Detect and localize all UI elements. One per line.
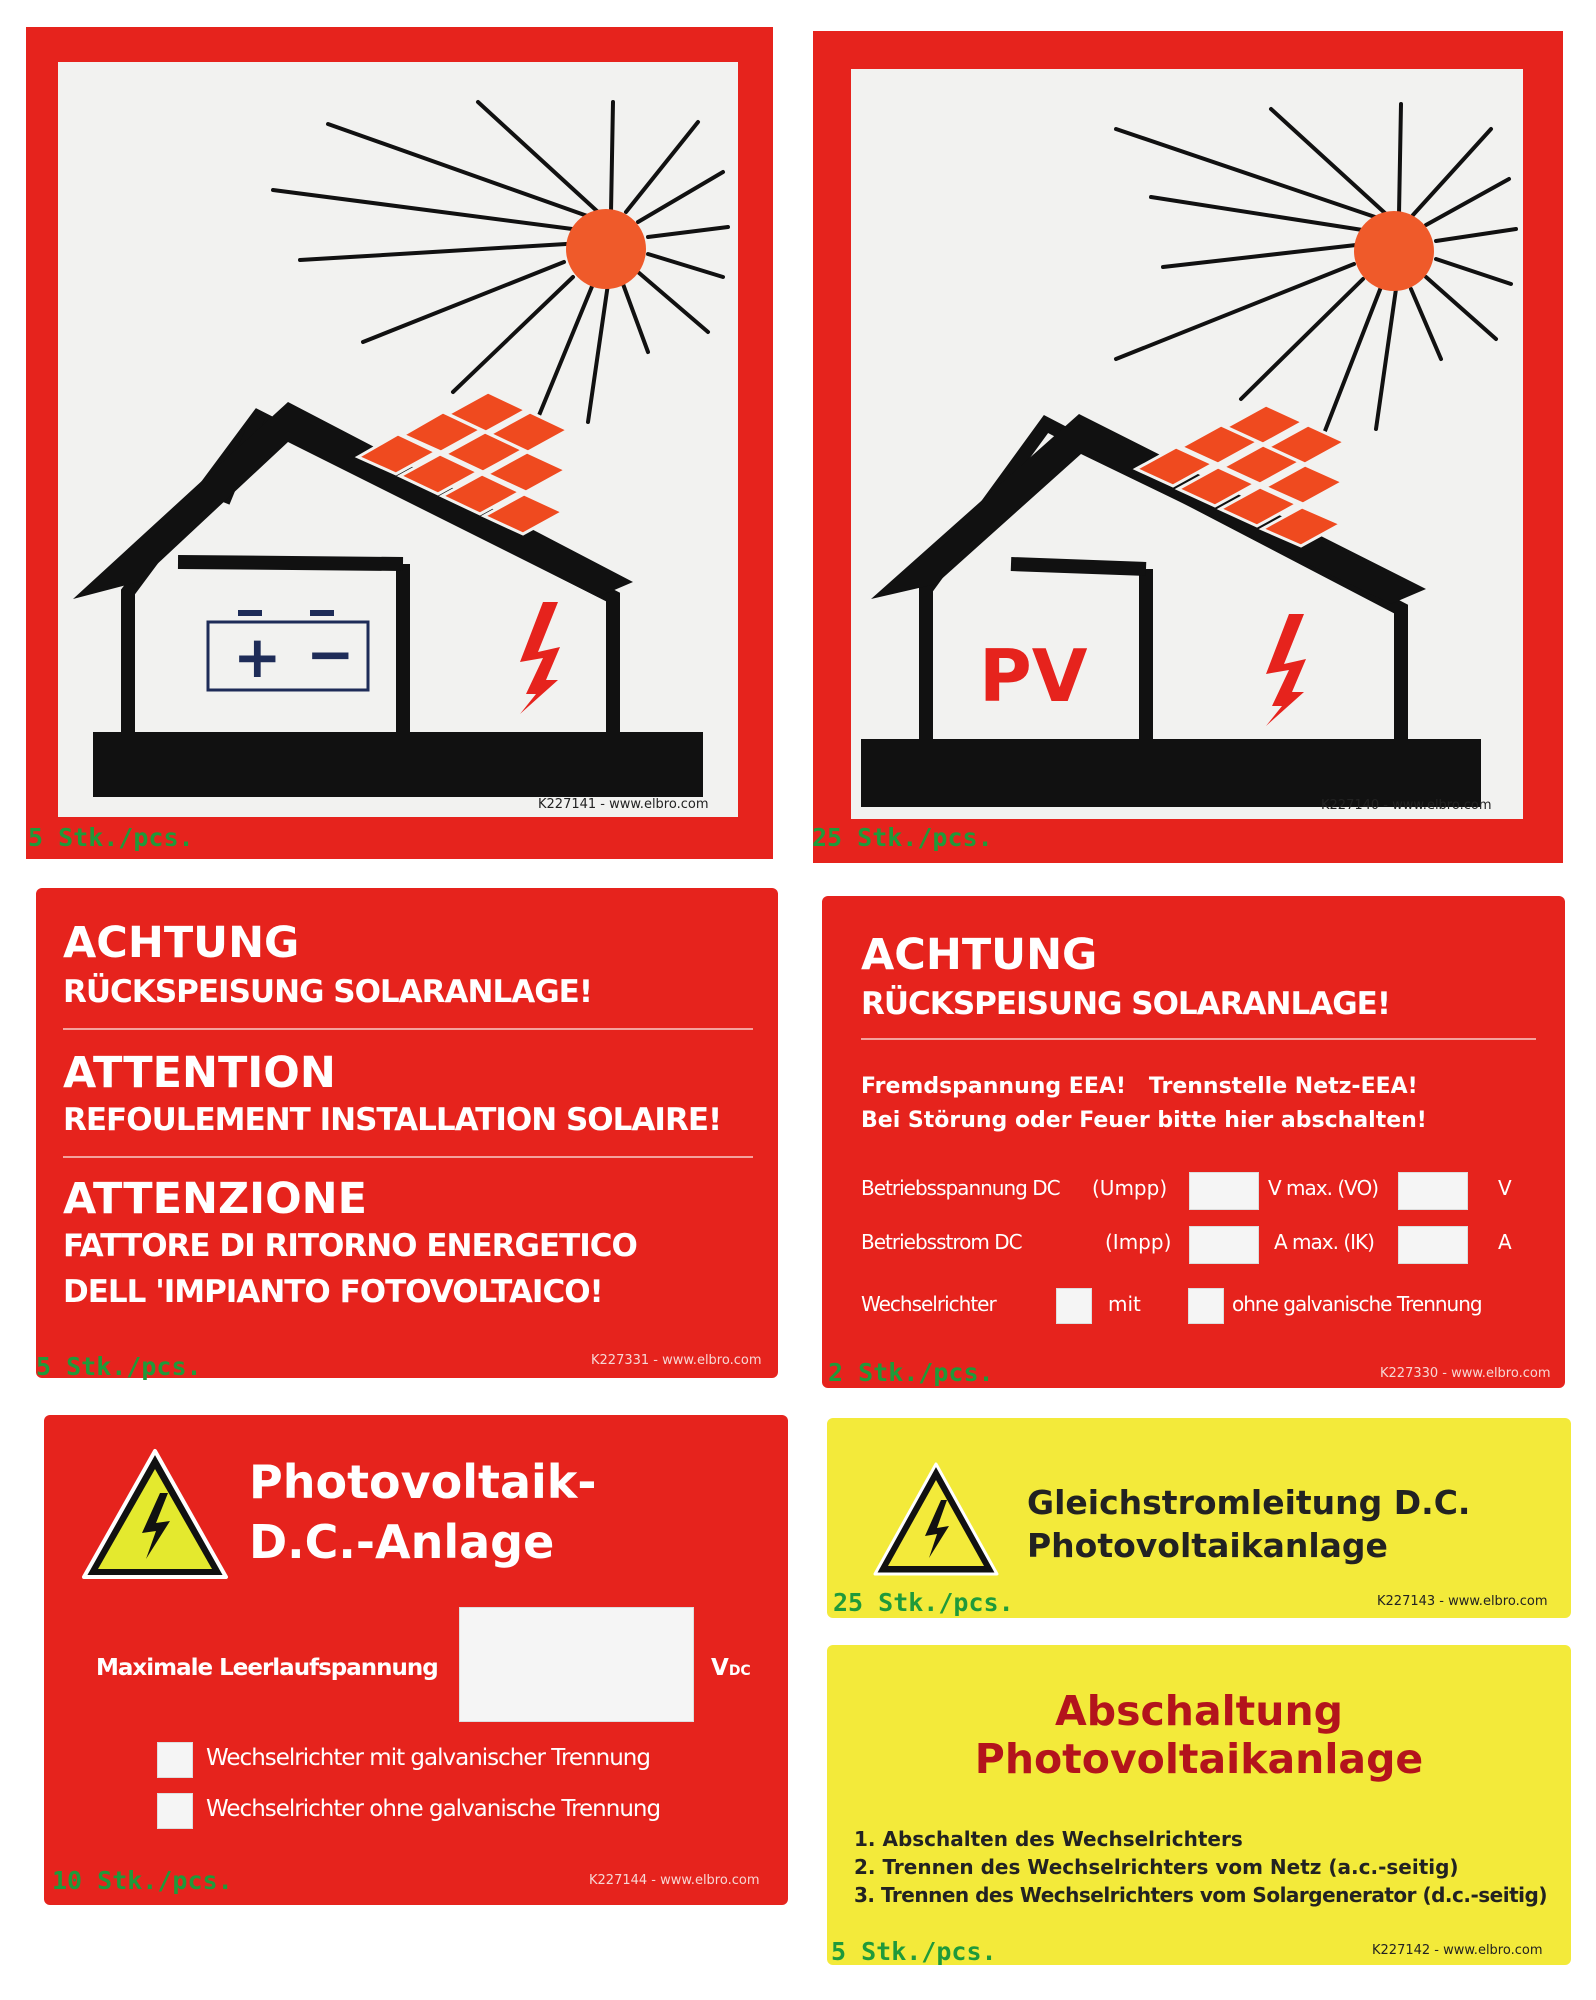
label-betriebsstrom: Betriebsstrom DC (861, 1230, 1022, 1254)
quantity-label: 25 Stk./pcs. (833, 1588, 1014, 1617)
battery-plus-sign: + (233, 623, 282, 691)
sticker-abschaltung (827, 1645, 1571, 1965)
quantity-label: 5 Stk./pcs. (36, 1352, 202, 1381)
checkbox-ohne[interactable] (1188, 1288, 1224, 1324)
quantity-label: 5 Stk./pcs. (831, 1937, 997, 1966)
subheading-impianto: DELL 'IMPIANTO FOTOVOLTAICO! (63, 1274, 603, 1310)
heading-attention: ATTENTION (63, 1048, 336, 1098)
product-code: K227140 - www.elbro.com (1321, 798, 1492, 813)
unit-v: V (711, 1655, 729, 1681)
title-dc-anlage: D.C.-Anlage (249, 1515, 555, 1569)
title-photovoltaik: Photovoltaik- (249, 1455, 597, 1509)
title-photovoltaikanlage: Photovoltaikanlage (1027, 1526, 1388, 1565)
heading-achtung: ACHTUNG (63, 918, 300, 968)
battery-minus-sign: − (306, 620, 355, 688)
warning-line-1: Fremdspannung EEA! Trennstelle Netz-EEA! (861, 1074, 1418, 1099)
product-code: K227142 - www.elbro.com (1372, 1943, 1543, 1958)
label-amax: A max. (IK) (1274, 1230, 1374, 1254)
quantity-label: 10 Stk./pcs. (52, 1866, 233, 1895)
title-gleichstromleitung: Gleichstromleitung D.C. (1027, 1483, 1471, 1522)
divider (63, 1028, 753, 1030)
label-vmax: V max. (VO) (1268, 1176, 1379, 1200)
label-wechselrichter: Wechselrichter (861, 1292, 996, 1316)
heading-achtung: ACHTUNG (861, 930, 1098, 980)
label-mit-galvanischer: Wechselrichter mit galvanischer Trennung (206, 1745, 650, 1771)
unit-vdc (711, 1655, 751, 1681)
subheading-ruckspeisung: RÜCKSPEISUNG SOLARANLAGE! (63, 974, 592, 1010)
label-impp: (Impp) (1105, 1230, 1172, 1254)
checkbox-mit[interactable] (1056, 1288, 1092, 1324)
field-umpp[interactable] (1189, 1172, 1259, 1210)
unit-a: A (1498, 1230, 1512, 1254)
warning-line-2: Bei Störung oder Feuer bitte hier abschalten! (861, 1108, 1427, 1133)
checkbox-mit-galvanischer[interactable] (157, 1742, 193, 1778)
heading-attenzione: ATTENZIONE (63, 1174, 368, 1224)
label-ohne-galvanische: ohne galvanische Trennung (1232, 1292, 1482, 1316)
sticker-solar-battery (26, 27, 773, 859)
high-voltage-warning-icon (80, 1447, 230, 1582)
label-max-leerlaufspannung: Maximale Leerlaufspannung (96, 1655, 438, 1681)
subheading-refoulement: REFOULEMENT INSTALLATION SOLAIRE! (63, 1102, 722, 1138)
quantity-label: 2 Stk./pcs. (828, 1358, 994, 1387)
title-abschaltung: Abschaltung (1054, 1687, 1344, 1735)
field-vmax[interactable] (1398, 1172, 1468, 1210)
house-battery-sun-icon (58, 62, 738, 817)
divider (861, 1038, 1536, 1040)
unit-v: V (1498, 1176, 1512, 1200)
high-voltage-warning-icon (871, 1460, 1001, 1578)
sticker-photovoltaik-dc (44, 1415, 788, 1905)
product-code: K227330 - www.elbro.com (1380, 1366, 1551, 1381)
subheading-ruckspeisung: RÜCKSPEISUNG SOLARANLAGE! (861, 986, 1390, 1022)
sticker-gleichstromleitung (827, 1418, 1571, 1618)
step-2: 2. Trennen des Wechselrichters vom Netz (a.c.-seitig) (854, 1855, 1459, 1879)
quantity-label: 5 Stk./pcs. (28, 823, 194, 852)
sticker-solar-pv (813, 31, 1563, 863)
step-1: 1. Abschalten des Wechselrichters (854, 1827, 1243, 1851)
product-code: K227141 - www.elbro.com (538, 797, 709, 812)
label-betriebsspannung: Betriebsspannung DC (861, 1176, 1060, 1200)
product-code: K227144 - www.elbro.com (589, 1873, 760, 1888)
title-photovoltaikanlage: Photovoltaikanlage (974, 1735, 1424, 1783)
sticker-achtung-multilingual (36, 888, 778, 1381)
field-amax[interactable] (1398, 1226, 1468, 1264)
unit-dc-subscript: DC (728, 1663, 751, 1679)
checkbox-ohne-galvanische[interactable] (157, 1793, 193, 1829)
pv-label: PV (979, 634, 1088, 718)
house-pv-sun-icon (851, 69, 1523, 819)
label-mit: mit (1108, 1292, 1141, 1316)
sticker-achtung-form (822, 896, 1565, 1388)
product-code: K227143 - www.elbro.com (1377, 1594, 1548, 1609)
field-impp[interactable] (1189, 1226, 1259, 1264)
product-code: K227331 - www.elbro.com (591, 1353, 762, 1368)
step-3: 3. Trennen des Wechselrichters vom Solargenerator (d.c.-seitig) (854, 1883, 1547, 1907)
field-leerlaufspannung[interactable] (459, 1607, 694, 1722)
label-ohne-galvanische: Wechselrichter ohne galvanische Trennung (206, 1796, 661, 1822)
quantity-label: 25 Stk./pcs. (812, 823, 993, 852)
label-umpp: (Umpp) (1092, 1176, 1168, 1200)
subheading-fattore: FATTORE DI RITORNO ENERGETICO (63, 1228, 637, 1264)
divider (63, 1156, 753, 1158)
